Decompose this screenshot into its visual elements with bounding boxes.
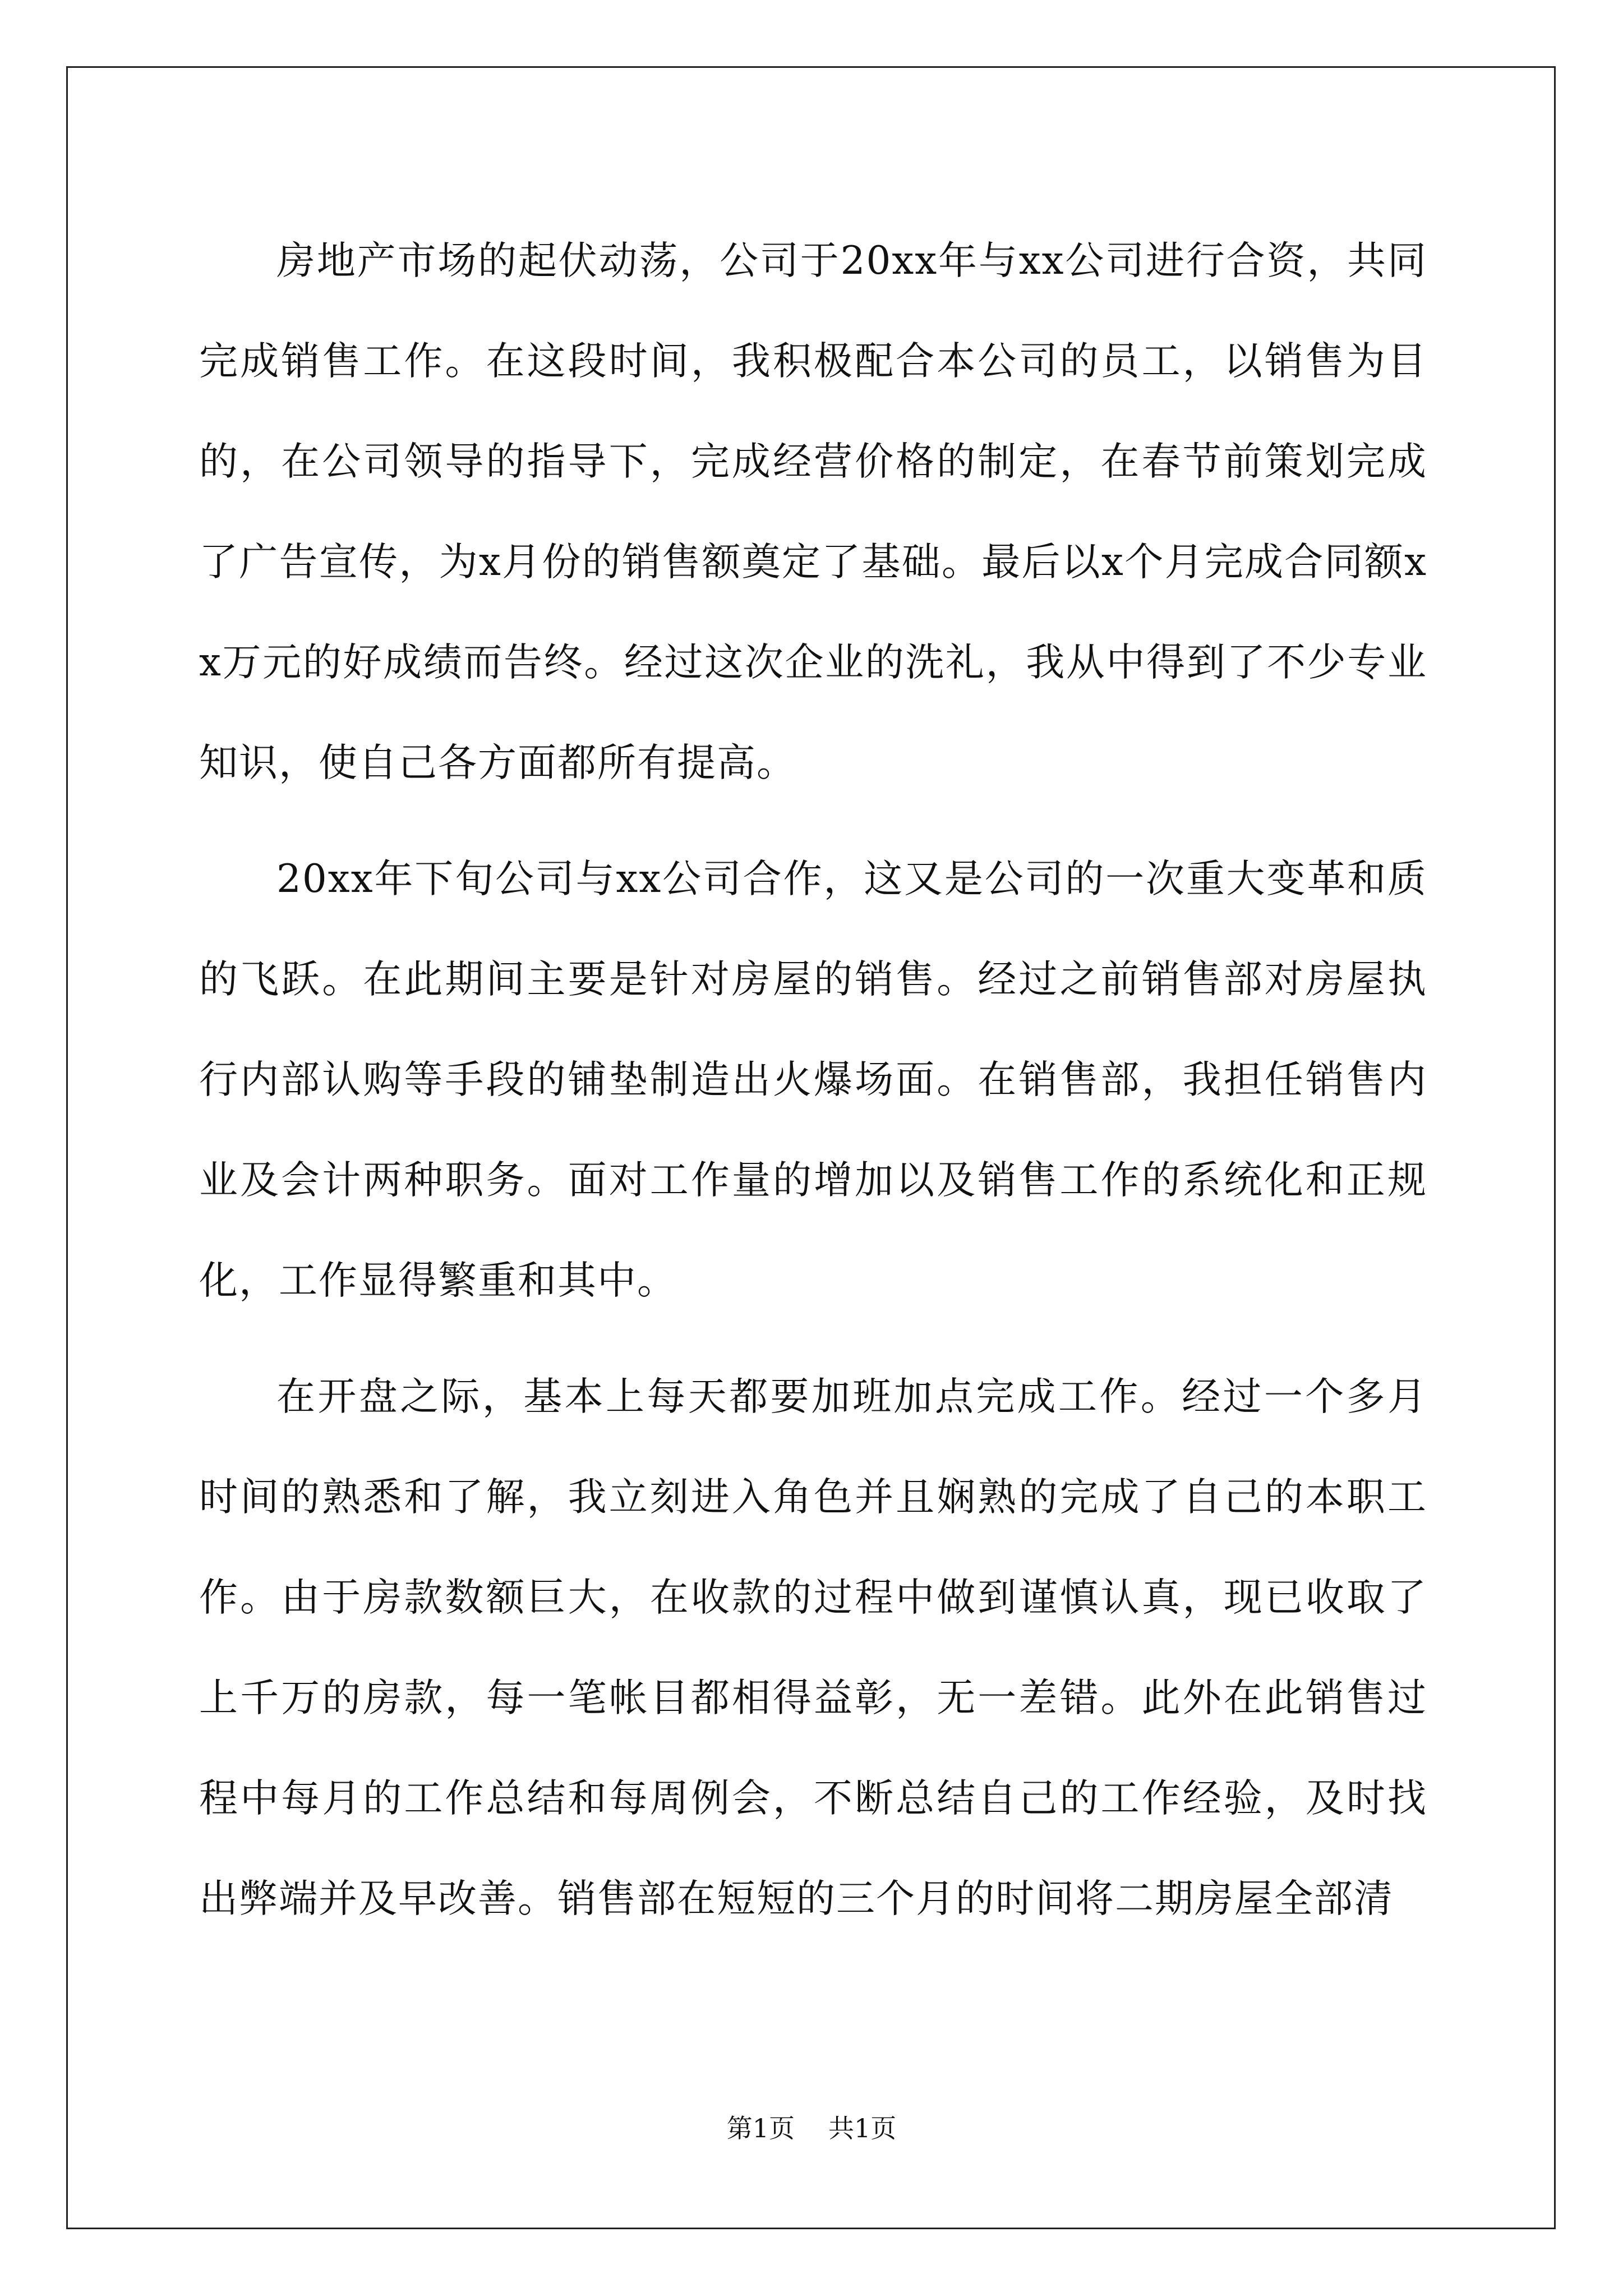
paragraph-2: 20xx年下旬公司与xx公司合作，这又是公司的一次重大变革和质的飞跃。在此期间主要是针对房屋的销售。经过之前销售部对房屋执行内部认购等手段的铺垫制造出火爆场面。在销售部，我担任销售内业及会计两种职务。面对工作量的增加以及销售工作的系统化和正规化，工作显得繁重和其中。: [199, 857, 1427, 1303]
paragraph-1: 房地产市场的起伏动荡，公司于20xx年与xx公司进行合资，共同完成销售工作。在这段时间，我积极配合本公司的员工，以销售为目的，在公司领导的指导下，完成经营价格的制定，在春节前策划完成了广告宣传，为x月份的销售额奠定了基础。最后以x个月完成合同额xx万元的好成绩而告终。经过这次企业的洗礼，我从中得到了不少专业知识，使自己各方面都所有提高。: [199, 238, 1427, 785]
paragraph-3: 在开盘之际，基本上每天都要加班加点完成工作。经过一个多月时间的熟悉和了解，我立刻进入角色并且娴熟的完成了自己的本职工作。由于房款数额巨大，在收款的过程中做到谨慎认真，现已收取了上千万的房款，每一笔帐目都相得益彰，无一差错。此外在此销售过程中每月的工作总结和每周例会，不断总结自己的工作经验，及时找出弊端并及早改善。销售部在短短的三个月的时间将二期房屋全部清: [199, 1374, 1427, 1921]
document-body: [199, 211, 1427, 1949]
page-footer: [0, 2111, 1623, 2145]
page-total: 共1页: [828, 2113, 897, 2143]
page-number: 第1页: [726, 2113, 795, 2143]
